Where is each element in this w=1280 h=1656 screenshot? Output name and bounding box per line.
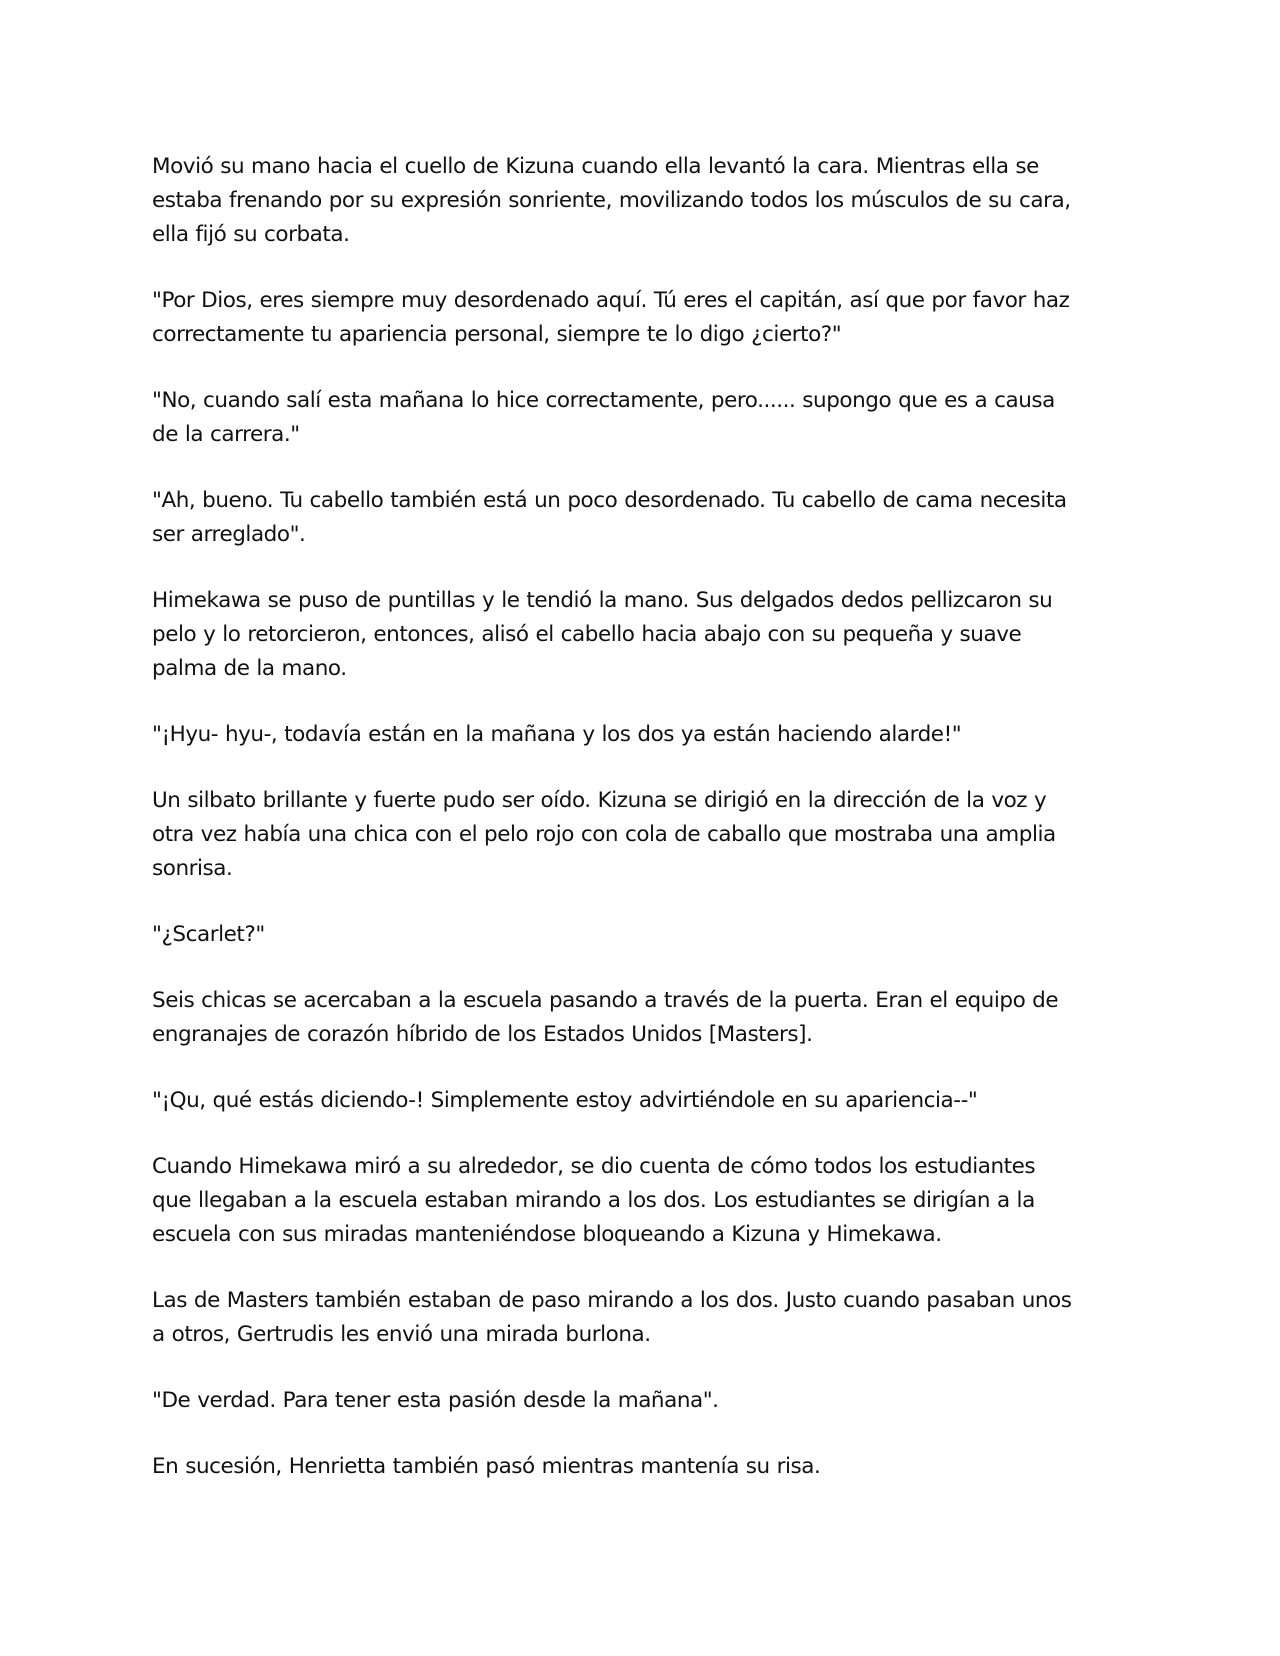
paragraph: "De verdad. Para tener esta pasión desde la mañana".: [152, 1388, 719, 1413]
paragraph: "¿Scarlet?": [152, 922, 265, 947]
paragraph: Movió su mano hacia el cuello de Kizuna cuando ella levantó la cara. Mientras ella se estaba frenando por su expresión sonriente, movilizando todos los músculos de su cara, ella fijó su corbata.: [152, 154, 1071, 247]
paragraph: Las de Masters también estaban de paso mirando a los dos. Justo cuando pasaban unos a otros, Gertrudis les envió una mirada burlona.: [152, 1288, 1072, 1347]
paragraph: Cuando Himekawa miró a su alrededor, se dio cuenta de cómo todos los estudiantes que llegaban a la escuela estaban mirando a los dos. Los estudiantes se dirigían a la escuela con sus miradas manteniéndose bloqueando a Kizuna y Himekawa.: [152, 1154, 1036, 1247]
paragraph: Seis chicas se acercaban a la escuela pasando a través de la puerta. Eran el equipo de engranajes de corazón híbrido de los Estados Unidos [Masters].: [152, 988, 1059, 1047]
paragraph: Himekawa se puso de puntillas y le tendió la mano. Sus delgados dedos pellizcaron su pelo y lo retorcieron, entonces, alisó el cabello hacia abajo con su pequeña y suave palma de la mano.: [152, 588, 1053, 681]
document-body: [152, 150, 1137, 1516]
paragraph: En sucesión, Henrietta también pasó mientras mantenía su risa.: [152, 1454, 821, 1479]
paragraph: "Ah, bueno. Tu cabello también está un poco desordenado. Tu cabello de cama necesita ser arreglado".: [152, 488, 1067, 547]
paragraph: "No, cuando salí esta mañana lo hice correctamente, pero...... supongo que es a causa de la carrera.": [152, 388, 1055, 447]
paragraph: "¡Hyu- hyu-, todavía están en la mañana y los dos ya están haciendo alarde!": [152, 722, 962, 747]
paragraph: "¡Qu, qué estás diciendo-! Simplemente estoy advirtiéndole en su apariencia--": [152, 1088, 978, 1113]
paragraph: "Por Dios, eres siempre muy desordenado aquí. Tú eres el capitán, así que por favor haz correctamente tu apariencia personal, siempre te lo digo ¿cierto?": [152, 288, 1070, 347]
paragraph: Un silbato brillante y fuerte pudo ser oído. Kizuna se dirigió en la dirección de la voz y otra vez había una chica con el pelo rojo con cola de caballo que mostraba una amplia sonrisa.: [152, 788, 1056, 881]
